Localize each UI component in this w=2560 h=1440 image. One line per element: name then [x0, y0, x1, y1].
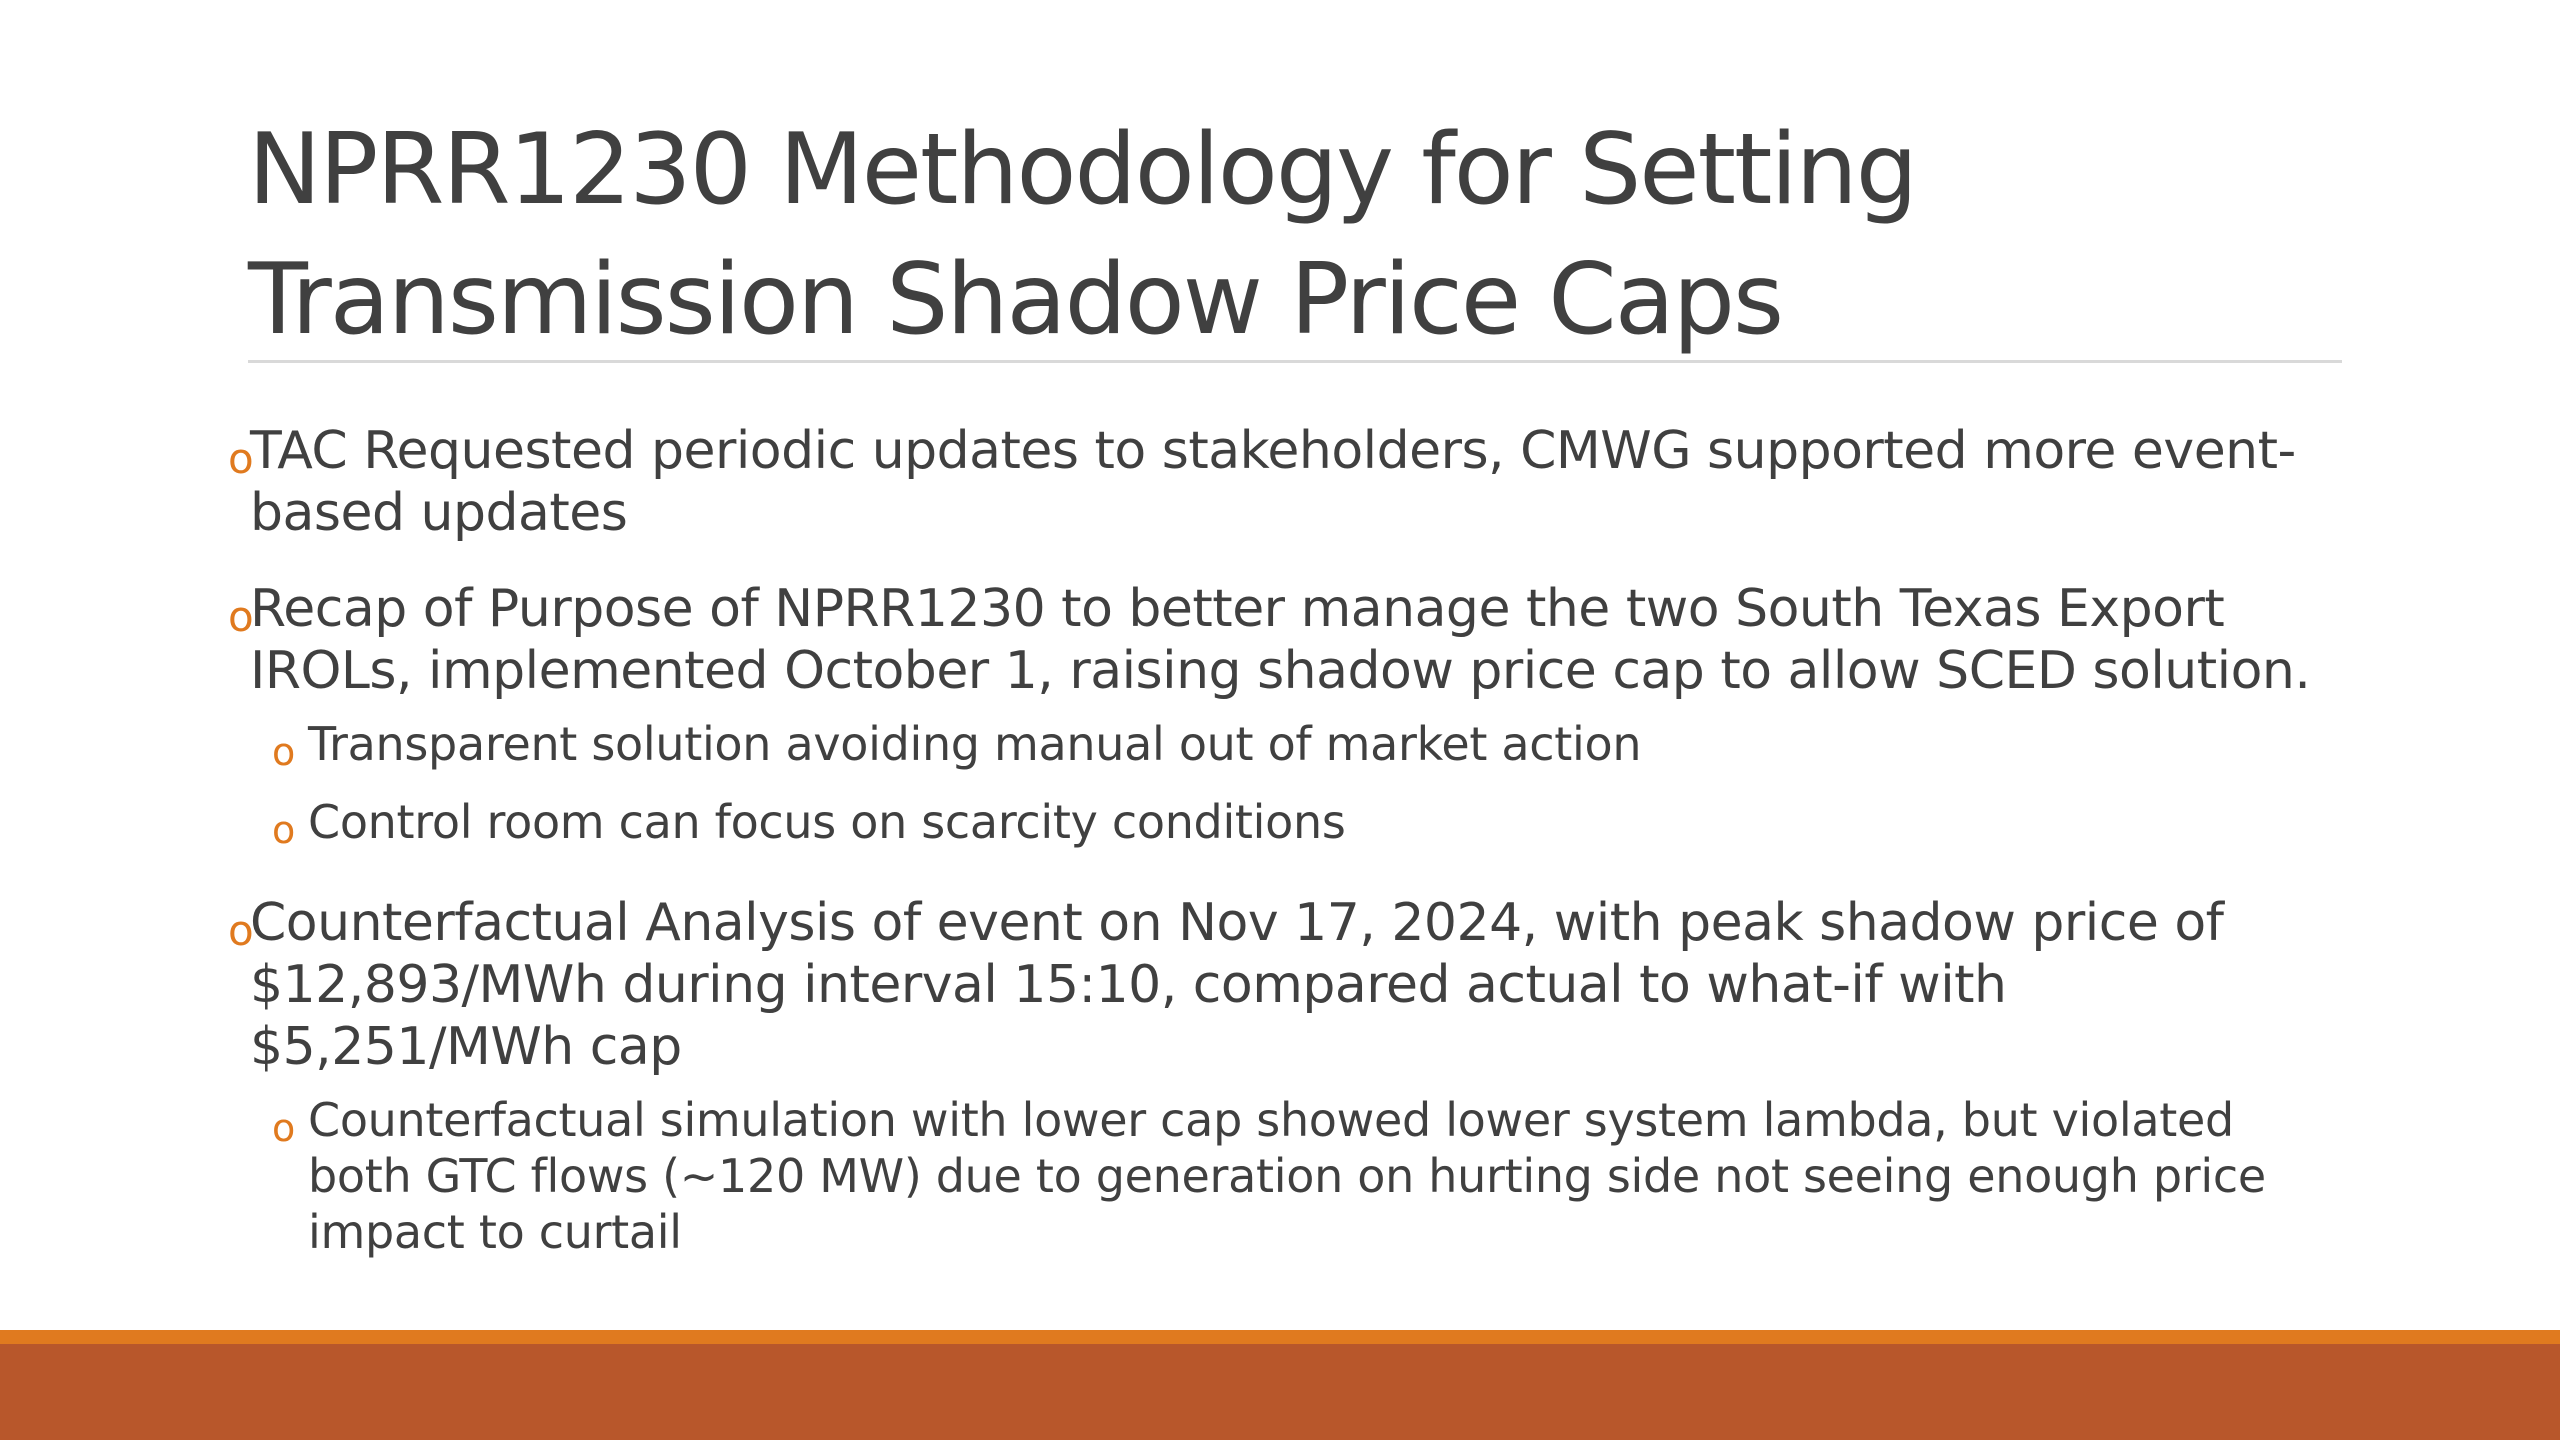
sub-bullet-item — [272, 794, 2338, 858]
sub-bullet-text: Control room can focus on scarcity conditions — [308, 795, 1346, 849]
bullet-item — [228, 420, 2338, 544]
bullet-item — [228, 578, 2338, 702]
slide-body — [228, 420, 2338, 1260]
sub-bullet-item — [272, 1092, 2338, 1260]
sub-bullet-text: Transparent solution avoiding manual out of market action — [308, 717, 1642, 771]
bullet-text: Recap of Purpose of NPRR1230 to better manage the two South Texas Export IROLs, implemented October 1, raising shadow price cap to allow SCED solution. — [250, 579, 2311, 701]
bullet-marker-icon: o — [272, 808, 295, 852]
bullet-text: TAC Requested periodic updates to stakeholders, CMWG supported more event-based updates — [250, 421, 2296, 543]
bullet-marker-icon: o — [272, 730, 295, 774]
footer-accent-stripe — [0, 1330, 2560, 1344]
slide-title: NPRR1230 Methodology for Setting Transmission Shadow Price Caps — [248, 113, 1916, 357]
bullet-text: Counterfactual Analysis of event on Nov 17, 2024, with peak shadow price of $12,893/MWh during interval 15:10, compared actual to what-if with $5,251/MWh cap — [250, 893, 2224, 1077]
bullet-marker-icon: o — [228, 906, 254, 955]
title-divider — [248, 360, 2342, 363]
sub-bullet-text: Counterfactual simulation with lower cap showed lower system lambda, but violated both GTC flows (~120 MW) due to generation on hurting side not seeing enough price impact to curtail — [308, 1093, 2266, 1259]
bullet-item — [228, 892, 2338, 1078]
sub-bullet-item — [272, 716, 2338, 780]
footer-bar — [0, 1344, 2560, 1440]
bullet-marker-icon: o — [228, 434, 254, 483]
bullet-marker-icon: o — [272, 1106, 295, 1150]
bullet-marker-icon: o — [228, 592, 254, 641]
